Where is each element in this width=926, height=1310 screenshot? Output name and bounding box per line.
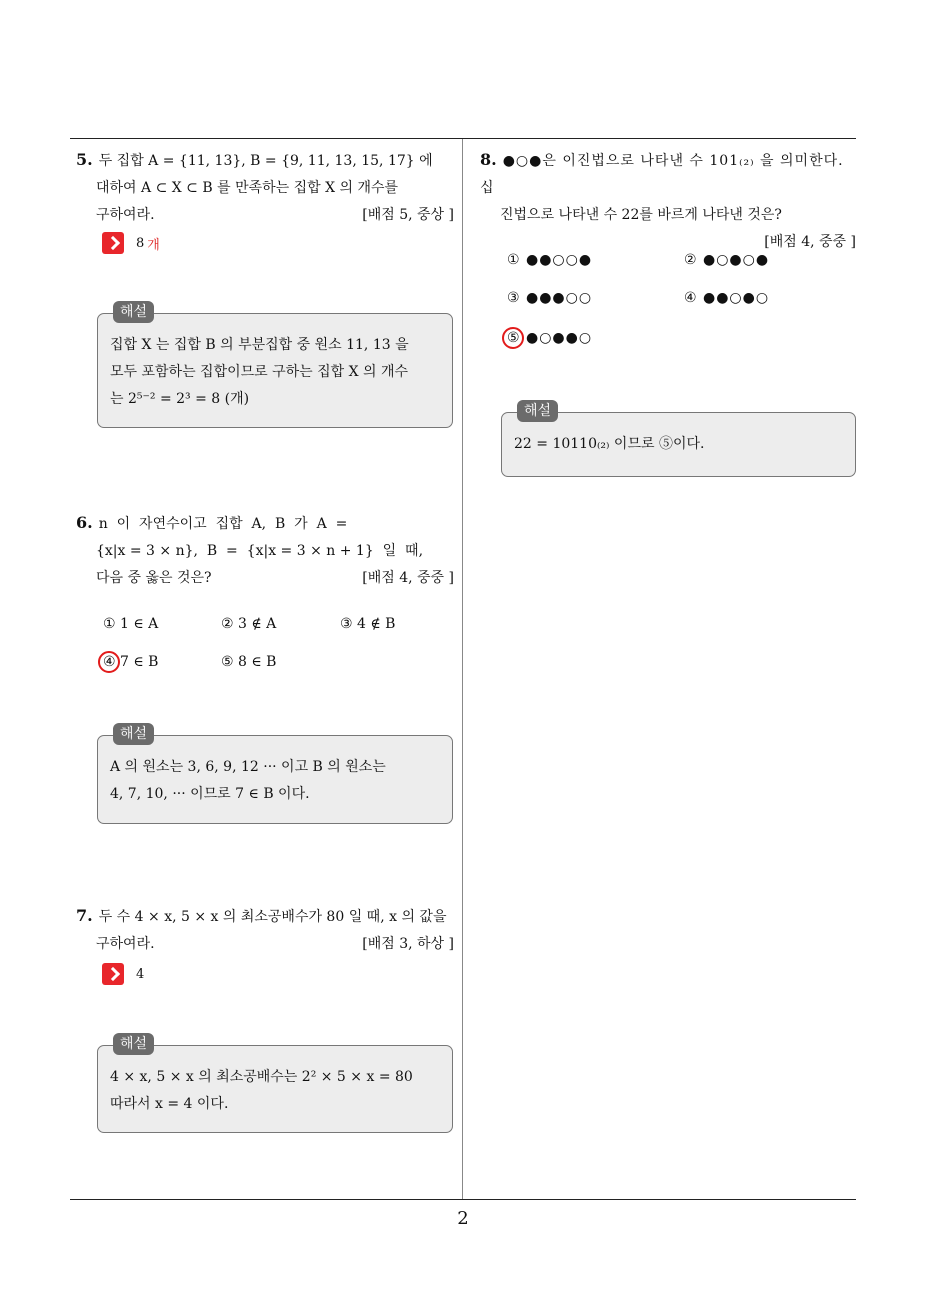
problem-6-choice-4: ④ 7 ∈ B (103, 654, 159, 670)
problem-6-expl-line2: 4, 7, 10, ··· 이므로 7 ∈ B 이다. (110, 786, 310, 802)
problem-8-number: 8. (480, 150, 497, 169)
problem-7-expl-line2: 따라서 x = 4 이다. (110, 1096, 229, 1112)
problem-6-line3 (76, 565, 454, 592)
problem-5-line2: 대하여 A ⊂ X ⊂ B 를 만족하는 집합 X 의 개수를 (96, 180, 399, 196)
problem-7-line1 (76, 902, 454, 931)
problem-5-line3 (76, 202, 454, 229)
problem-5-expl-line3: 는 2⁵⁻² = 2³ = 8 (개) (110, 391, 250, 407)
answer-arrow-icon (102, 963, 124, 985)
problem-5 (76, 146, 454, 229)
problem-5-text3: 구하여라. (96, 207, 155, 223)
problem-7-text1: 두 수 4 × x, 5 × x 의 최소공배수가 80 일 때, x 의 값을 (98, 909, 447, 925)
problem-7-meta: [배점 3, 하상 ] (362, 936, 454, 952)
page-number: 2 (457, 1208, 469, 1229)
problem-8-text1: ●○●은 이진법으로 나타낸 수 101₍₂₎ 을 의미한다. 십 (480, 153, 844, 196)
problem-6-meta: [배점 4, 중중 ] (362, 570, 454, 586)
bottom-rule (70, 1199, 856, 1200)
problem-7-answer (102, 963, 144, 985)
problem-6-choice-3: ③ 4 ∉ B (340, 616, 396, 632)
problem-6 (76, 509, 454, 592)
problem-6-line2: {x|x = 3 × n}, B = {x|x = 3 × n + 1} 일 때, (96, 543, 424, 559)
problem-8-choice-3: ③ ●●●○○ (507, 290, 593, 306)
problem-5-expl-line2: 모두 포함하는 집합이므로 구하는 집합 X 의 개수 (110, 364, 409, 380)
problem-6-text3: 다음 중 옳은 것은? (96, 570, 212, 586)
problem-6-choice-2: ② 3 ∉ A (221, 616, 277, 632)
problem-7-number: 7. (76, 906, 93, 925)
problem-6-explanation (97, 735, 453, 824)
answer-circle-mark (502, 327, 524, 349)
problem-5-answer (102, 232, 160, 254)
problem-8-choice-5: ⑤ ●○●●○ (507, 330, 593, 346)
problem-8-line1 (480, 146, 856, 202)
problem-8-expl-line1: 22 = 10110₍₂₎ 이므로 ⑤이다. (514, 436, 705, 452)
problem-5-expl-line1: 집합 X 는 집합 B 의 부분집합 중 원소 11, 13 을 (110, 337, 409, 353)
problem-7-expl-tag: 해설 (113, 1033, 154, 1055)
problem-5-number: 5. (76, 150, 93, 169)
problem-6-number: 6. (76, 513, 93, 532)
problem-8-choice-4: ④ ●●○●○ (684, 290, 770, 306)
problem-6-choice-1: ① 1 ∈ A (103, 616, 159, 632)
problem-7 (76, 902, 454, 958)
problem-7-explanation (97, 1045, 453, 1133)
problem-5-answer-value: 8 (136, 235, 145, 251)
problem-8-explanation (501, 412, 856, 477)
problem-8-expl-tag: 해설 (517, 400, 558, 422)
problem-6-expl-line1: A 의 원소는 3, 6, 9, 12 ··· 이고 B 의 원소는 (110, 759, 386, 775)
column-divider (462, 139, 463, 1199)
answer-circle-mark (98, 651, 120, 673)
problem-8-meta: [배점 4, 중중 ] (764, 234, 856, 250)
problem-7-expl-line1: 4 × x, 5 × x 의 최소공배수는 2² × 5 × x = 80 (110, 1069, 413, 1085)
answer-arrow-icon (102, 232, 124, 254)
top-rule (70, 138, 856, 139)
problem-7-line2 (76, 931, 454, 958)
problem-5-explanation (97, 313, 453, 428)
problem-8-choice-1: ① ●●○○● (507, 252, 593, 268)
problem-6-expl-tag: 해설 (113, 723, 154, 745)
problem-7-answer-value: 4 (136, 966, 145, 982)
problem-5-text1: 두 집합 A = {11, 13}, B = {9, 11, 13, 15, 17} 에 (98, 153, 433, 169)
problem-8-line2: 진법으로 나타낸 수 22를 바르게 나타낸 것은? (500, 207, 782, 223)
problem-6-text1: n 이 자연수이고 집합 A, B 가 A = (98, 516, 348, 532)
problem-6-choice-5: ⑤ 8 ∈ B (221, 654, 277, 670)
problem-5-expl-tag: 해설 (113, 301, 154, 323)
problem-6-line1 (76, 509, 454, 538)
problem-5-answer-unit: 개 (147, 237, 160, 253)
problem-7-text2: 구하여라. (96, 936, 155, 952)
problem-8 (480, 146, 856, 256)
problem-5-line1 (76, 146, 454, 175)
problem-8-choice-2: ② ●○●○● (684, 252, 770, 268)
problem-5-meta: [배점 5, 중상 ] (362, 207, 454, 223)
